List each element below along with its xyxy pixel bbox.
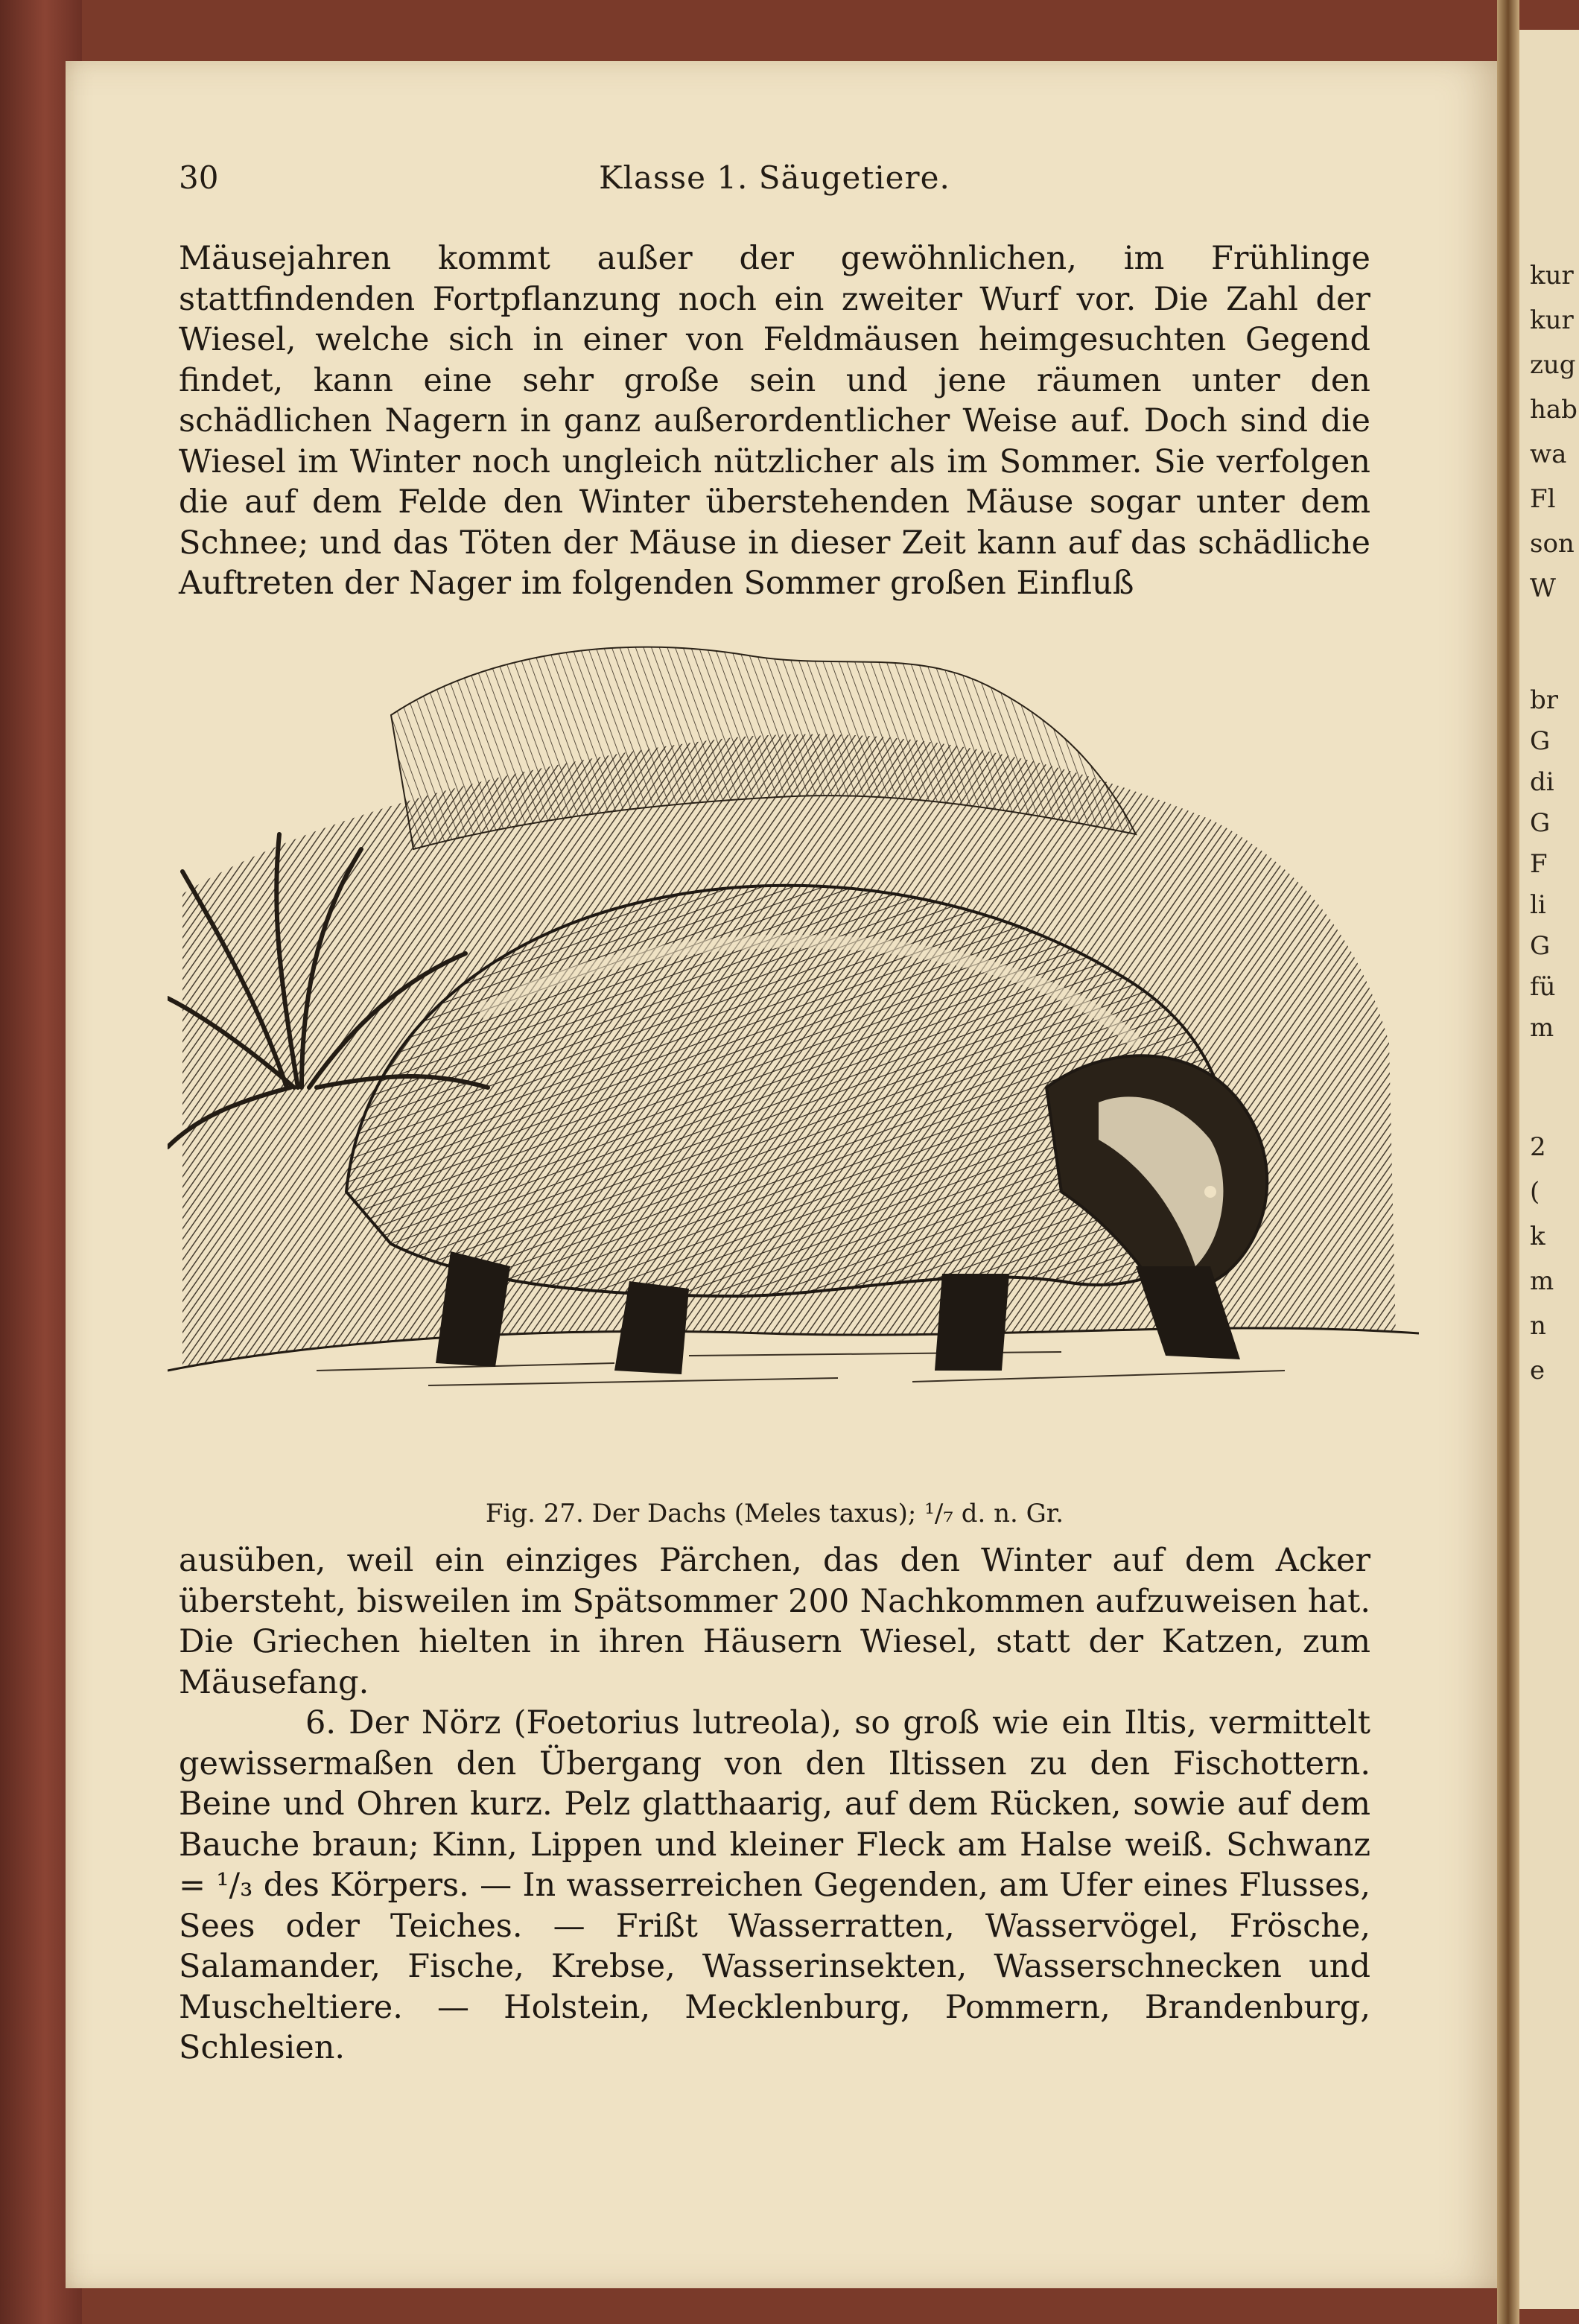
next-page-fragment: son	[1530, 529, 1575, 559]
next-page-fragment: G	[1530, 931, 1551, 961]
next-page-fragment: fü	[1530, 972, 1556, 1002]
next-page-fragment: br	[1530, 685, 1559, 715]
paragraph-noerz: 6. Der Nörz (Foetorius lutreola), so groß wie ein Iltis, vermittelt gewissermaßen den Übergang von den Iltissen zu den Fischottern. Beine und Ohren kurz. Pelz glatthaarig, auf dem Rücken, sowie auf dem Bauche braun; Kinn, Lippen und kleiner Fleck am Halse weiß. Schwanz = ¹/₃ des Körpers. — In wasserreichen Gegenden, am Ufer eines Flusses, Sees oder Teiches. — Frißt Wasserratten, Wasservögel, Frösche, Salamander, Fische, Krebse, Wasserinsekten, Wasserschnecken und Muscheltiere. — Holstein, Mecklenburg, Pommern, Brandenburg, Schlesien.	[179, 1704, 1370, 2066]
next-page-fragment: Fl	[1530, 484, 1556, 514]
next-page-fragment: F	[1530, 849, 1548, 879]
next-page-fragment: wa	[1530, 439, 1567, 469]
page-number: 30	[179, 159, 219, 196]
paragraph-continued: Mäusejahren kommt außer der gewöhnlichen, im Frühlinge stattfindenden Fortpflanzung noch ein zweiter Wurf vor. Die Zahl der Wiesel, welche sich in einer von Feldmäusen heimgesuchten Gegend findet, kann eine sehr große sein und jene räumen unter den schädlichen Nagern in ganz außerordentlicher Weise auf. Doch sind die Wiesel im Winter noch ungleich nützlicher als im Sommer. Sie verfolgen die auf dem Felde den Winter überstehenden Mäuse sogar unter dem Schnee; und das Töten der Mäuse in dieser Zeit kann auf das schädliche Auftreten der Nager im folgenden Sommer großen Einfluß	[179, 240, 1370, 602]
next-page-fragment: W	[1530, 574, 1556, 603]
badger-engraving	[168, 626, 1419, 1490]
next-page-fragment: kur	[1530, 305, 1574, 335]
book-gutter	[1497, 0, 1519, 2324]
running-head: Klasse 1. Säugetiere.	[599, 159, 950, 196]
body-text-bottom	[179, 1540, 1370, 2069]
next-page-fragment: li	[1530, 890, 1546, 920]
next-page-fragment: di	[1530, 767, 1554, 797]
next-page-edge	[1519, 30, 1579, 2309]
next-page-fragment: G	[1530, 808, 1551, 838]
next-page-fragment: 2	[1530, 1132, 1546, 1162]
figure-caption: Fig. 27. Der Dachs (Meles taxus); ¹/₇ d. n. Gr.	[485, 1499, 1064, 1528]
next-page-fragment: e	[1530, 1356, 1545, 1385]
next-page-fragment: hab	[1530, 395, 1578, 425]
page-header	[179, 159, 1370, 204]
next-page-fragment: kur	[1530, 261, 1574, 290]
next-page-fragment: m	[1530, 1266, 1554, 1296]
next-page-fragment: G	[1530, 726, 1551, 756]
next-page-fragment: zug	[1530, 350, 1576, 380]
figure-badger-illustration	[168, 626, 1419, 1490]
body-text-top	[179, 238, 1370, 604]
next-page-fragment: m	[1530, 1013, 1554, 1043]
paragraph-wiesel-end: ausüben, weil ein einziges Pärchen, das den Winter auf dem Acker übersteht, bisweilen im Spätsommer 200 Nachkommen aufzuweisen hat. Die Griechen hielten in ihren Häusern Wiesel, statt der Katzen, zum Mäusefang.	[179, 1542, 1370, 1701]
next-page-fragment: (	[1530, 1177, 1540, 1207]
next-page-fragment: k	[1530, 1222, 1545, 1251]
next-page-fragment: n	[1530, 1311, 1546, 1341]
